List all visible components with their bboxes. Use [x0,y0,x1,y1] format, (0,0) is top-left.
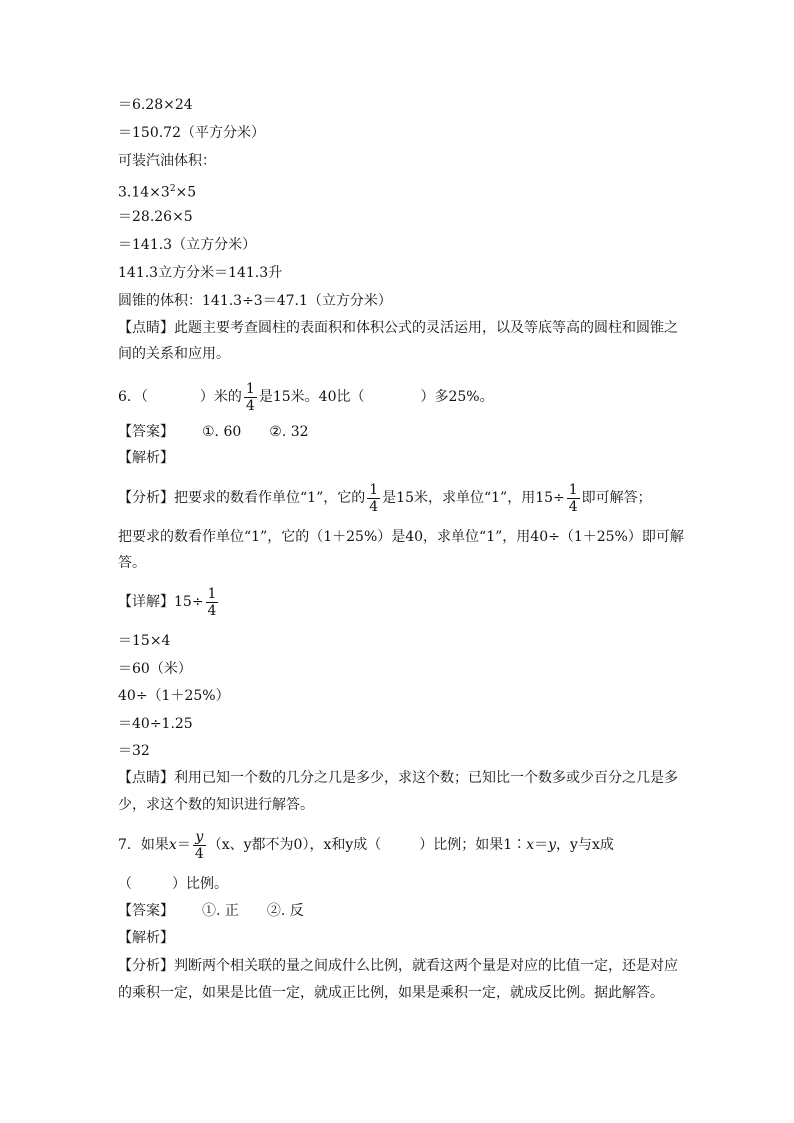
fraction-numerator: 1 [369,481,379,498]
q7-text: ，y与x成 [556,837,614,853]
q6-text: 是15米。40比（ [258,389,365,405]
variable-y: y [548,837,557,853]
fenxi-text: 【分析】把要求的数看作单位“1”，它的 [118,490,366,506]
fraction-numerator: 1 [245,380,255,397]
fraction [193,829,206,862]
q6-text: ）多25%。 [420,389,494,405]
calc-line: ＝60（米） [118,661,192,677]
calc-line: ＝40÷1.25 [118,716,193,732]
fenxi-text: 即可解答； [581,490,652,506]
variable-x: x [168,837,177,853]
fraction-denominator: 4 [207,602,217,619]
fraction [367,482,380,515]
fraction-numerator: y [195,828,204,845]
xiangjie-line [118,584,220,620]
q6-text: ）米的 [199,389,242,405]
q7-text: （x、y都不为0），x和y成（ [207,837,382,853]
fenxi-line: 把要求的数看作单位“1”，它的（1＋25%）是40，求单位“1”，用40÷（1＋25%）即可解 [118,529,684,545]
answer-1: ①. 60 [202,424,242,440]
answer-1: ①. 正 [202,903,239,919]
superscript: 2 [169,184,176,194]
q7-prefix: 7．如果 [118,837,169,853]
equals-sign: ＝ [534,837,549,853]
calc-line [118,179,196,203]
fraction-denominator: 4 [245,397,255,414]
calc-line: ＝141.3（立方分米） [118,237,257,253]
variable-x: x [526,837,535,853]
calc-line: ＝32 [118,743,150,759]
calc-line: 40÷（1＋25%） [118,688,230,704]
question-7-line2 [118,874,228,894]
calc-line: ＝15×4 [118,633,171,649]
dianjing-line: 【点睛】此题主要考查圆柱的表面积和体积公式的灵活运用，以及等底等高的圆柱和圆锥之 [118,320,678,336]
answer-line [118,901,304,921]
dianjing-line: 少，求这个数的知识进行解答。 [118,797,314,813]
answer-line [118,422,309,442]
fenxi-line [118,480,652,516]
fenxi-line: 【分析】判断两个相关联的量之间成什么比例，就看这两个量是对应的比值一定，还是对应 [118,958,678,974]
calc-line: ＝28.26×5 [118,209,193,225]
equals-sign: ＝ [176,837,191,853]
answer-2: ②. 反 [266,903,304,919]
fenxi-line: 答。 [118,555,146,571]
jiexi-label: 【解析】 [118,450,174,466]
answer-label: 【答案】 [118,424,174,440]
fraction-denominator: 4 [194,845,204,862]
fraction-denominator: 4 [568,498,578,515]
fraction [567,482,580,515]
fraction [206,586,219,619]
question-7 [118,827,614,863]
dianjing-line: 间的关系和应用。 [118,346,230,362]
fenxi-line: 的乘积一定，如果是比值一定，就成正比例，如果是乘积一定，就成反比例。据此解答。 [118,985,664,1001]
q6-prefix: 6．（ [118,389,148,405]
question-6 [118,380,494,414]
fraction-numerator: 1 [207,585,217,602]
fenxi-text: 是15米，求单位“1”，用15÷ [382,490,565,506]
calc-part: 3.14×3 [118,184,170,201]
calc-line: 圆锥的体积：141.3÷3＝47.1（立方分米） [118,293,392,309]
calc-line: ＝6.28×24 [118,97,193,113]
calc-part: ×5 [175,184,197,201]
q7-text: （ [118,876,132,892]
ratio: 1∶ [503,837,527,853]
text-line: 可装汽油体积： [118,153,216,169]
dianjing-line: 【点睛】利用已知一个数的几分之几是多少，求这个数；已知比一个数多或少百分之几是多 [118,770,678,786]
fraction-numerator: 1 [568,481,578,498]
fraction [244,381,257,414]
calc-line: 141.3立方分米＝141.3升 [118,265,283,281]
fraction-denominator: 4 [369,498,379,515]
answer-label: 【答案】 [118,903,174,919]
q7-text: ）比例；如果 [419,837,504,853]
q7-text: ）比例。 [172,876,228,892]
xiangjie-text: 【详解】15÷ [118,594,204,610]
jiexi-label: 【解析】 [118,930,174,946]
answer-2: ②. 32 [269,424,309,440]
calc-line: ＝150.72（平方分米） [118,125,265,141]
